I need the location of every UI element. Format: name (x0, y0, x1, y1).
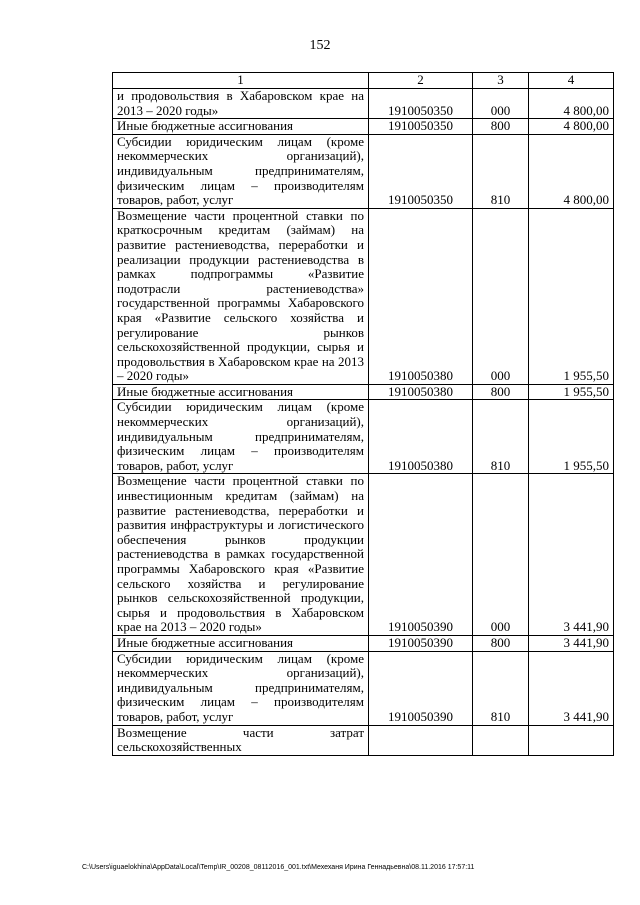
row-expense-type: 800 (473, 384, 529, 400)
row-target-code: 1910050390 (369, 651, 473, 725)
row-target-code: 1910050390 (369, 635, 473, 651)
budget-table (112, 72, 614, 756)
row-expense-type: 800 (473, 119, 529, 135)
row-amount: 3 441,90 (529, 635, 614, 651)
row-target-code: 1910050380 (369, 400, 473, 474)
row-description: и продовольствия в Хабаровском крае на 2013 – 2020 годы» (113, 89, 369, 119)
row-description: Иные бюджетные ассигнования (113, 384, 369, 400)
row-amount: 4 800,00 (529, 134, 614, 208)
row-expense-type: 000 (473, 89, 529, 119)
row-expense-type: 000 (473, 474, 529, 636)
row-expense-type: 810 (473, 651, 529, 725)
row-description: Возмещение части затрат сельскохозяйственных (113, 725, 369, 755)
row-expense-type (473, 725, 529, 755)
row-description: Иные бюджетные ассигнования (113, 635, 369, 651)
page-number: 152 (309, 38, 331, 53)
header-col-2: 2 (369, 73, 473, 89)
table-row (113, 400, 614, 474)
table-header-row (113, 73, 614, 89)
row-expense-type: 810 (473, 134, 529, 208)
row-description: Субсидии юридическим лицам (кроме некоммерческих организаций), индивидуальным предпринимателям, физическим лицам – производителям товаров, работ, услуг (113, 400, 369, 474)
table-row (113, 725, 614, 755)
row-amount: 1 955,50 (529, 384, 614, 400)
table-row (113, 384, 614, 400)
header-col-4: 4 (529, 73, 614, 89)
row-target-code (369, 725, 473, 755)
row-description: Иные бюджетные ассигнования (113, 119, 369, 135)
header-col-1: 1 (113, 73, 369, 89)
row-amount: 1 955,50 (529, 400, 614, 474)
row-amount: 4 800,00 (529, 119, 614, 135)
row-target-code: 1910050380 (369, 384, 473, 400)
row-target-code: 1910050350 (369, 119, 473, 135)
header-col-3: 3 (473, 73, 529, 89)
row-expense-type: 000 (473, 208, 529, 384)
row-expense-type: 810 (473, 400, 529, 474)
table-row (113, 635, 614, 651)
row-target-code: 1910050380 (369, 208, 473, 384)
row-description: Возмещение части процентной ставки по краткосрочным кредитам (займам) на развитие растениеводства, переработки и реализации продукции растениеводства в рамках подпрограммы «Развитие подотрасли растениеводства» государственной программы Хабаровского края «Развитие сельского хозяйства и регулирование рынков сельскохозяйственной продукции, сырья и продовольствия в Хабаровском крае на 2013 – 2020 годы» (113, 208, 369, 384)
row-target-code: 1910050350 (369, 89, 473, 119)
row-amount: 1 955,50 (529, 208, 614, 384)
row-target-code: 1910050350 (369, 134, 473, 208)
row-amount: 3 441,90 (529, 474, 614, 636)
document-footer-path: C:\Users\iguaelokhina\AppData\Local\Temp\IR_00208_08112016_001.txt\Мехеханя Ирина Геннадьевна\08.11.2016 17:57:11 (82, 864, 475, 871)
row-amount: 4 800,00 (529, 89, 614, 119)
table-row (113, 474, 614, 636)
table-row (113, 119, 614, 135)
row-amount: 3 441,90 (529, 651, 614, 725)
row-amount (529, 725, 614, 755)
row-description: Субсидии юридическим лицам (кроме некоммерческих организаций), индивидуальным предпринимателям, физическим лицам – производителям товаров, работ, услуг (113, 651, 369, 725)
row-target-code: 1910050390 (369, 474, 473, 636)
row-description: Субсидии юридическим лицам (кроме некоммерческих организаций), индивидуальным предпринимателям, физическим лицам – производителям товаров, работ, услуг (113, 134, 369, 208)
table-row (113, 208, 614, 384)
row-expense-type: 800 (473, 635, 529, 651)
table-row (113, 134, 614, 208)
row-description: Возмещение части процентной ставки по инвестиционным кредитам (займам) на развитие растениеводства, переработки и развития инфраструктуры и логистического обеспечения рынков продукции растениеводства в рамках государственной программы Хабаровского края «Развитие сельского хозяйства и регулирование рынков сельскохозяйственной продукции, сырья и продовольствия в Хабаровском крае на 2013 – 2020 годы» (113, 474, 369, 636)
table-row (113, 651, 614, 725)
table-row (113, 89, 614, 119)
